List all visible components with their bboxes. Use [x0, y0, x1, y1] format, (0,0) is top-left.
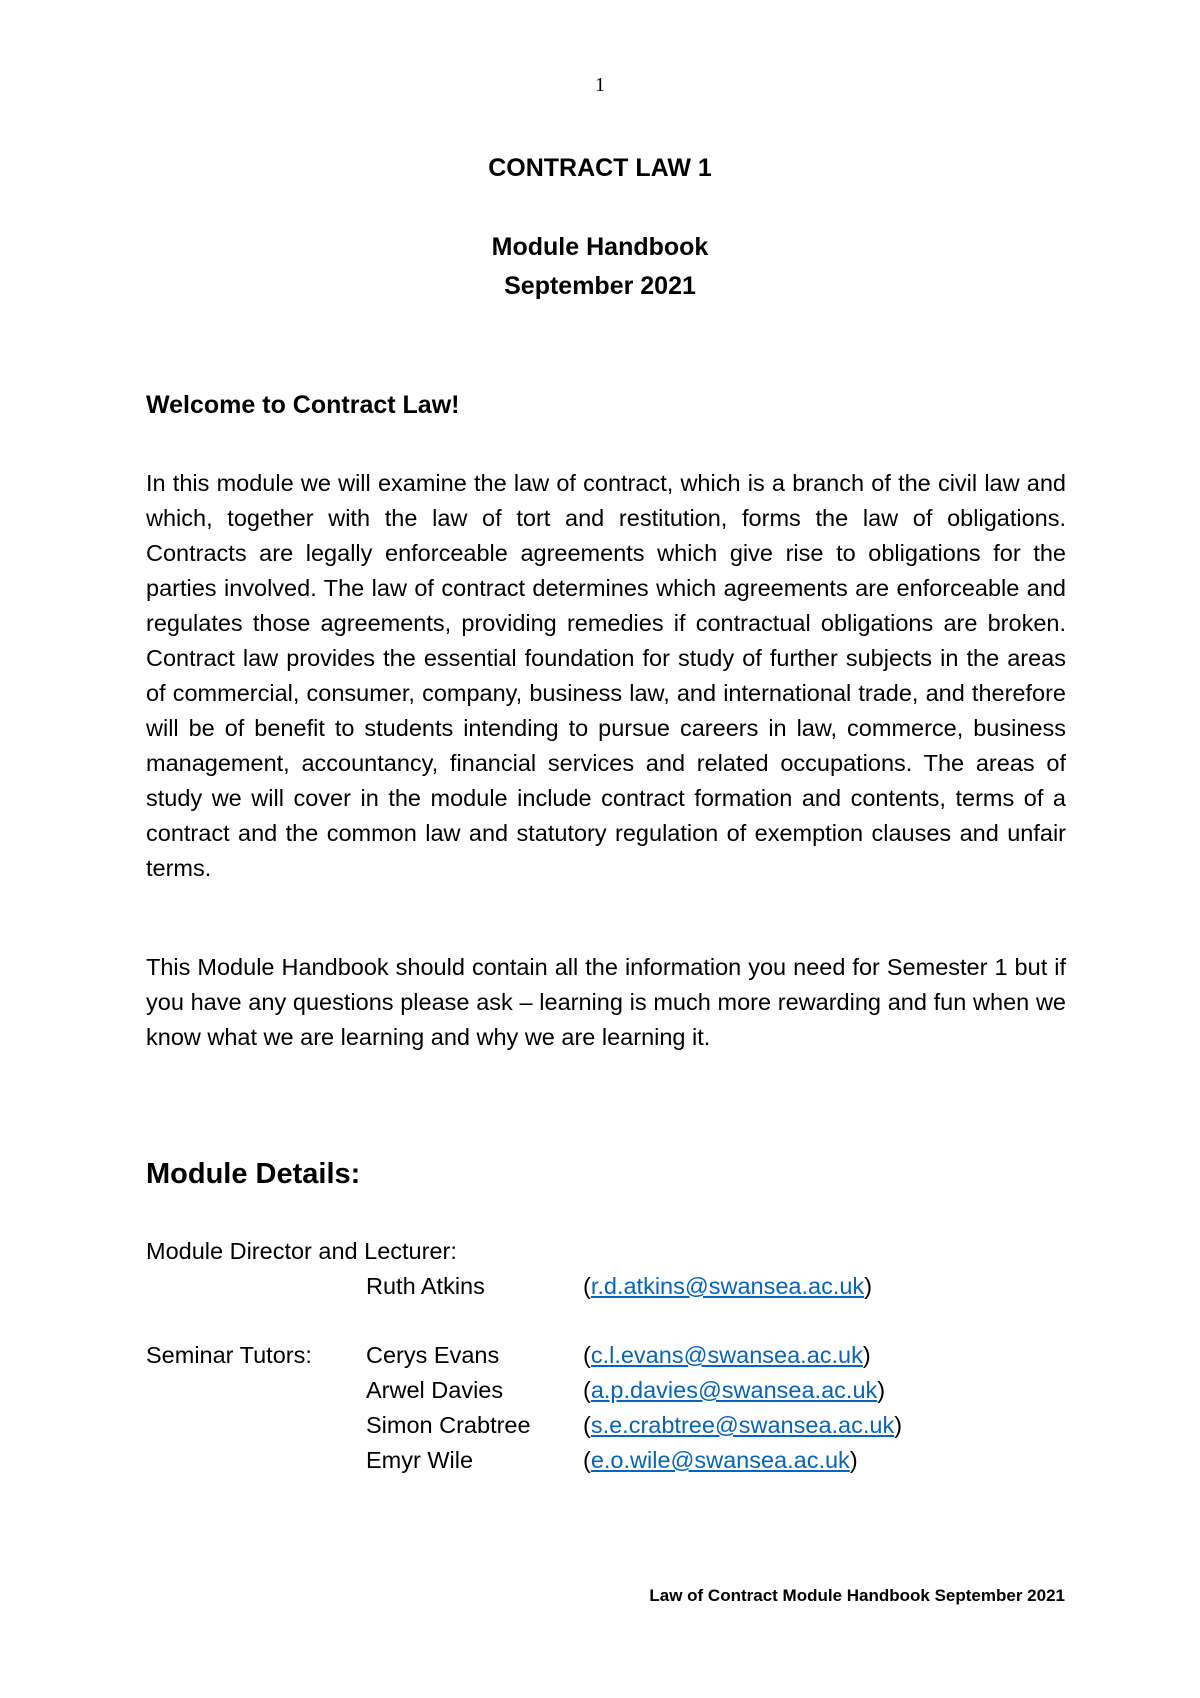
open-paren: ( — [583, 1447, 591, 1473]
page-number: 1 — [595, 74, 605, 96]
director-name: Ruth Atkins — [366, 1273, 485, 1299]
tutor-email-link[interactable]: s.e.crabtree@swansea.ac.uk — [590, 1412, 895, 1438]
open-paren: ( — [583, 1412, 591, 1438]
close-paren: ) — [849, 1447, 858, 1473]
tutor-row — [146, 1443, 1066, 1478]
tutor-email-link[interactable]: c.l.evans@swansea.ac.uk — [590, 1342, 863, 1368]
tutor-name: Simon Crabtree — [366, 1412, 531, 1438]
tutor-email-link[interactable]: a.p.davies@swansea.ac.uk — [590, 1377, 878, 1403]
tutor-name: Arwel Davies — [366, 1377, 504, 1403]
tutor-email-wrapper — [583, 1408, 902, 1443]
close-paren: ) — [862, 1342, 871, 1368]
tutor-name: Emyr Wile — [366, 1447, 474, 1473]
director-label: Module Director and Lecturer: — [146, 1238, 457, 1264]
tutor-email-wrapper — [583, 1373, 885, 1408]
tutor-row — [146, 1373, 1066, 1408]
director-label-row — [146, 1234, 1066, 1269]
tutors-label: Seminar Tutors: — [146, 1342, 312, 1368]
tutor-email-link[interactable]: e.o.wile@swansea.ac.uk — [590, 1447, 850, 1473]
open-paren: ( — [583, 1273, 591, 1299]
tutor-row — [146, 1338, 1066, 1373]
open-paren: ( — [583, 1342, 591, 1368]
handbook-paragraph: This Module Handbook should contain all the information you need for Semester 1 but if you have any questions please ask – learning is much more rewarding and fun when we know what we are learning and why we are learning it. — [146, 954, 1066, 1050]
tutor-email-wrapper — [583, 1443, 858, 1478]
module-details-heading: Module Details: — [146, 1158, 361, 1190]
handbook-date: September 2021 — [504, 272, 696, 300]
close-paren: ) — [864, 1273, 873, 1299]
handbook-title: Module Handbook — [491, 233, 709, 261]
tutor-email-wrapper — [583, 1338, 871, 1373]
course-title: CONTRACT LAW 1 — [488, 154, 712, 182]
open-paren: ( — [583, 1377, 591, 1403]
director-row — [146, 1269, 1066, 1304]
director-email-wrapper — [583, 1269, 872, 1304]
welcome-heading: Welcome to Contract Law! — [146, 391, 460, 419]
tutor-row — [146, 1408, 1066, 1443]
close-paren: ) — [877, 1377, 886, 1403]
page-footer: Law of Contract Module Handbook September 2021 — [649, 1586, 1065, 1605]
close-paren: ) — [894, 1412, 903, 1438]
tutor-name: Cerys Evans — [366, 1342, 500, 1368]
director-email-link[interactable]: r.d.atkins@swansea.ac.uk — [590, 1273, 865, 1299]
intro-paragraph: In this module we will examine the law of contract, which is a branch of the civil law and which, together with the law of tort and restitution, forms the law of obligations. Contracts are legally enforceable agreements which give rise to obligations for the parties involved. The law of contract determines which agreements are enforceable and regulates those agreements, providing remedies if contractual obligations are broken. Contract law provides the essential foundation for study of further subjects in the areas of commercial, consumer, company, business law, and international trade, and therefore will be of benefit to students intending to pursue careers in law, commerce, business management, accountancy, financial services and related occupations. The areas of study we will cover in the module include contract formation and contents, terms of a contract and the common law and statutory regulation of exemption clauses and unfair terms. — [146, 470, 1066, 881]
